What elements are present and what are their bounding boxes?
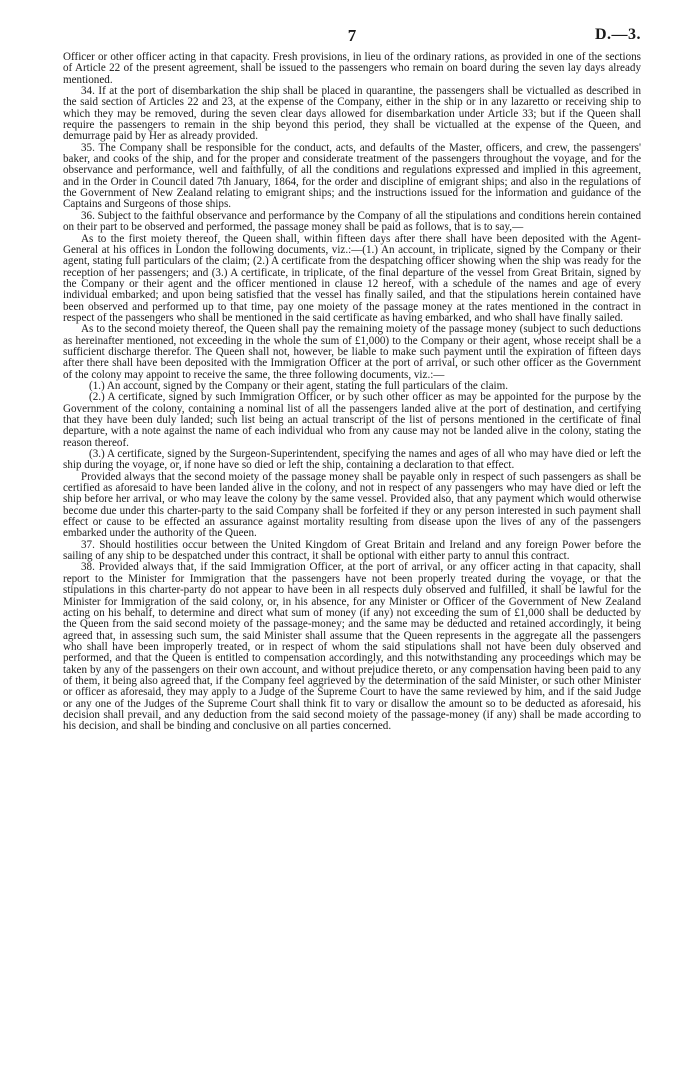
document-item-2: (2.) A certificate, signed by such Immigration Officer, or by such other officer as may be appointed for the purpose by the Government of the colony, containing a nominal list of all the passengers landed alive at the port of destination, and certifying that they have been duly landed; such list being an actual transcript of the list of persons mentioned in the certificate of final departure, with a note against the name of each individual who from any cause may not be landed alive in the colony, stating the reason thereof. <box>63 391 641 449</box>
proviso-paragraph: Provided always that the second moiety of the passage money shall be payable only in respect of such passengers as shall be certified as aforesaid to have been landed alive in the colony, and not in respect of any passengers who may have died or left the ship before her arrival, or who may leave the colony by the same vessel. Provided also, that any payment which would otherwise become due under this charter-party to the said Company shall be forfeited if they or any person interested in such payment shall effect or cause to be effected an assurance against mortality resulting from disease upon the lives of any of the passengers embarked under the authority of the Queen. <box>63 470 641 540</box>
document-item-1: (1.) An account, signed by the Company or their agent, stating the full particulars of the claim. <box>89 379 508 392</box>
body-text <box>63 52 641 733</box>
document-item-3: (3.) A certificate, signed by the Surgeon-Superintendent, specifying the names and ages of all who may have died or left the ship during the voyage, or, if none have so died or left the ship, containing a declaration to that effect. <box>63 448 641 472</box>
page-number: 7 <box>347 26 357 45</box>
document-reference: D.—3. <box>594 26 641 43</box>
clause-34: 34. If at the port of disembarkation the ship shall be placed in quarantine, the passengers shall be victualled as described in the said section of Articles 22 and 23, at the expense of the Company, either in the ship or in any lazaretto or receiving ship to which they may be removed, during the seven clear days allowed for disembarkation under Article 33; but if the Queen shall require the passengers to remain in the ship beyond this period, they shall be victualled at the expense of the Queen, and demurrage paid by Her as already provided. <box>63 85 641 143</box>
clause-37: 37. Should hostilities occur between the United Kingdom of Great Britain and Ireland and any foreign Power before the sailing of any ship to be despatched under this contract, it shall be optional with either party to annul this contract. <box>63 538 641 563</box>
clause-35: 35. The Company shall be responsible for the conduct, acts, and defaults of the Master, officers, and crew, the passengers' baker, and cooks of the ship, and for the proper and considerate treatment of the passengers throughout the voyage, and for the observance and performance, well and faithfully, of all the conditions and regulations expressed and implied in this agreement, and in the Order in Council dated 7th January, 1864, for the order and discipline of emigrant ships; and also in the regulations of the Government of New Zealand relating to emigrant ships; and the instructions issued for the information and guidance of the Captains and Surgeons of those ships. <box>63 141 641 211</box>
second-moiety-paragraph: As to the second moiety thereof, the Queen shall pay the remaining moiety of the passage money (subject to such deductions as hereinafter mentioned, not exceeding in the whole the sum of £1,000) to the Company or their agent, whose receipt shall be a sufficient discharge therefor. The Queen shall not, however, be liable to make such payment until the expiration of fifteen days after there shall have been deposited with the Immigration Officer at the port of arrival, or such other officer as the Government of the colony may appoint to receive the same, the three following documents, viz.:— <box>63 323 641 381</box>
page-header <box>63 26 641 52</box>
clause-38: 38. Provided always that, if the said Immigration Officer, at the port of arrival, or any officer acting in that capacity, shall report to the Minister for Immigration that the passengers have not been properly treated during the voyage, or that the stipulations in this charter-party do not appear to have been in all respects duly observed and fulfilled, it shall be lawful for the Minister for Immigration of the said colony, or, in his absence, for any Minister or Officer of the Government of New Zealand acting on his behalf, to determine and direct what sum of money (if any) not exceeding the sum of £1,000 shall be deducted by the Queen from the said second moiety of the passage-money; and the same may be deducted and retained accordingly, it being agreed that, in assessing such sum, the said Minister shall assume that the Queen represents in the aggregate all the passengers who shall have been improperly treated, or in respect of whom the said stipulations shall not have been duly observed and performed, and that the Queen is entitled to compensation accordingly, and this notwithstanding any proceedings which may be taken by any of the passengers on their own account, and without prejudice thereto, or any compensation having been paid to any of them, it being also agreed that, if the Company feel aggrieved by the determination of the said Minister, or such other Minister or officer as aforesaid, they may apply to a Judge of the Supreme Court to have the same reviewed by him, and if the said Judge or any one of the Judges of the Supreme Court shall think fit to vary or disallow the amount so to be deducted as aforesaid, his decision shall prevail, and any deduction from the said second moiety of the passage-money (if any) shall be made according to his decision, and shall be binding and conclusive on all parties concerned. <box>63 561 641 733</box>
paragraph-continuation: Officer or other officer acting in that capacity. Fresh provisions, in lieu of the ordinary rations, as provided in one of the sections of Article 22 of the present agreement, shall be issued to the passengers who remain on board during the seven lay days already mentioned. <box>63 51 641 86</box>
document-page <box>63 26 641 733</box>
clause-36: 36. Subject to the faithful observance and performance by the Company of all the stipulations and conditions herein contained on their part to be observed and performed, the passage money shall be paid as follows, that is to say,— <box>63 209 641 234</box>
first-moiety-paragraph: As to the first moiety thereof, the Queen shall, within fifteen days after there shall have been deposited with the Agent-General at his offices in London the following documents, viz.:—(1.) An account, in triplicate, signed by the Company or their agent, stating full particulars of the claim; (2.) A certificate from the despatching officer showing when the ship was ready for the reception of her passengers; and (3.) A certificate, in triplicate, of the final departure of the vessel from Great Britain, signed by the Company or their agent and the officer mentioned in clause 12 hereof, with a schedule of the names and age of every individual embarked; and upon being satisfied that the vessel has finally sailed, and that the stipulations herein contained have been observed and performed up to that time, pay one moiety of the passage money at the rates mentioned in the contract in respect of the passengers who shall be mentioned in the said certificate as having embarked, and who shall have finally sailed. <box>63 232 641 324</box>
